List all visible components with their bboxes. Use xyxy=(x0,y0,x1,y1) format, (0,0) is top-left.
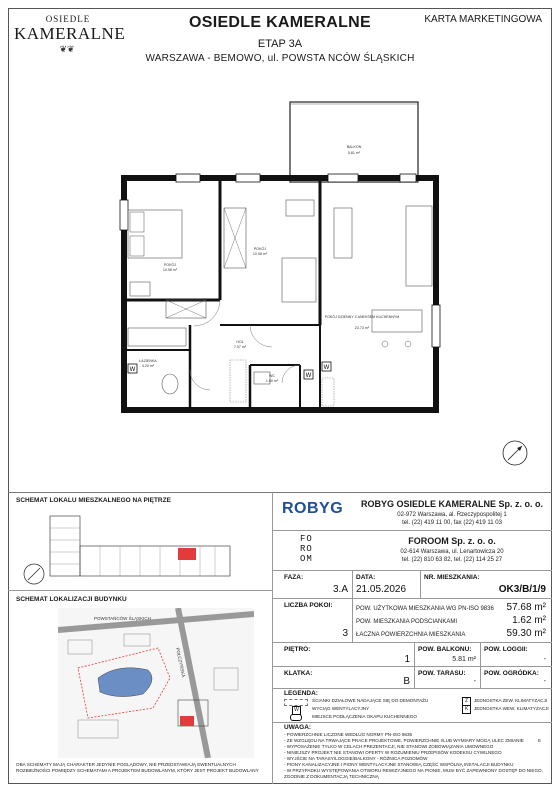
floor-scheme xyxy=(40,508,250,588)
legend-title: LEGENDA: xyxy=(284,690,318,697)
date-value: 21.05.2026 xyxy=(356,584,407,595)
kitchen-counter xyxy=(406,206,432,286)
balcony-area-value: 5.81 m² xyxy=(452,656,476,663)
staircase-value: B xyxy=(403,676,410,687)
page-title: OSIEDLE KAMERALNE xyxy=(189,14,371,31)
building-highlight xyxy=(180,716,194,726)
legend-item: JEDNOSTKA ZEW. KLIMATYZACJI xyxy=(474,698,548,703)
loggia-area-label: POW. LOGGII: xyxy=(484,646,528,653)
living-room-label: POKÓJ DZIENNY Z ANEKSEM KUCHENNYM xyxy=(324,315,400,319)
foroom-address: 02-614 Warszawa, ul. Lenartowicza 20 xyxy=(400,549,504,555)
card-type-label: KARTA MARKETINGOWA xyxy=(424,14,542,25)
location-scheme-title: SCHEMAT LOKALIZACJI BUDYNKU xyxy=(16,596,127,603)
divider xyxy=(272,530,552,531)
desk xyxy=(286,200,314,216)
wc-area: 1.60 m² xyxy=(265,379,279,383)
window xyxy=(400,174,416,182)
remarks-title: UWAGA: xyxy=(284,724,312,731)
foroom-company-name: FOROOM Sp. z. o. o. xyxy=(408,536,496,546)
hall-label: HOL xyxy=(236,340,244,344)
room-1-area: 10.98 m² xyxy=(162,268,178,272)
bathroom-label: ŁAZIENKA xyxy=(139,359,157,363)
staircase-label: KLATKA: xyxy=(284,670,313,677)
phase-value: 3.A xyxy=(332,584,348,595)
room-2-label: POKÓJ xyxy=(253,247,267,251)
logo-top-text: OSIEDLE xyxy=(45,14,91,24)
stage-label: ETAP 3A xyxy=(257,38,303,50)
compass-icon xyxy=(500,438,530,468)
desk xyxy=(130,282,150,296)
sofa xyxy=(334,208,352,258)
remark-line: - POWIERZCHNIE LICZONE WEDŁUG NORMY PN-ISO 9836 xyxy=(284,732,413,737)
foroom-logo: FO RO OM xyxy=(300,534,313,564)
ac-external-marker: Z xyxy=(462,697,471,706)
window xyxy=(176,174,200,182)
floor-label: PIĘTRO: xyxy=(284,646,311,653)
compass-icon xyxy=(22,562,46,586)
room-1-label: POKÓJ xyxy=(163,263,177,267)
window xyxy=(328,174,358,182)
remark-line: - PIONY KANALIZACYJNE I PIONY WENTYLACYJNE STANOWIĄ CZĘŚĆ WSPÓLNĄ INSTALACJI BUDYNKU xyxy=(284,762,514,767)
balcony-label: BALKON xyxy=(346,145,362,149)
removable-wall-swatch xyxy=(284,699,308,706)
bathtub xyxy=(128,328,186,346)
garden-area-value: - xyxy=(543,678,546,685)
logo-ornament-icon: ❦❦ xyxy=(59,44,75,54)
vent-marker: W xyxy=(323,365,330,371)
window xyxy=(120,200,128,230)
robyg-phone: tel. (22) 419 11 00, fax (22) 419 11 03 xyxy=(402,520,502,526)
bathroom-area: 4.20 m² xyxy=(141,364,155,368)
terrace-area-label: POW. TARASU: xyxy=(418,670,466,677)
bed xyxy=(128,210,182,258)
vent-marker: W xyxy=(292,706,301,715)
legend-item: WYCIĄG WENTYLACYJNY xyxy=(312,706,370,711)
remarks-aside: E xyxy=(538,738,542,743)
bed xyxy=(282,258,316,302)
divider xyxy=(272,492,273,784)
schemes-footnote: OBA SCHEMATY MAJĄ CHARAKTER JEDYNIE POGLĄDOWY, NIE PRZEDSTAWIAJĄ EWENTUALNYCH ROZBIEŻNOŚCI POMIĘDZY SCHEMATAMI A PROJEKTEM BUDOWLANYM, KTÓRY JEST PROJEKT BUDOWLANY xyxy=(16,762,259,773)
usable-area-value: 57.68 m² xyxy=(506,602,546,613)
hall-area: 7.07 m² xyxy=(233,345,247,349)
apartment-number-value: OK3/B/1/9 xyxy=(498,584,546,595)
washbasin xyxy=(162,374,178,394)
garden-area-label: POW. OGRÓDKA: xyxy=(484,670,539,677)
robyg-logo: ROBYG xyxy=(282,500,344,517)
window xyxy=(236,174,260,182)
date-label: DATA: xyxy=(356,574,376,581)
logo-main-text: KAMERALNE xyxy=(14,24,126,43)
ac-internal-marker: K xyxy=(462,705,471,714)
balcony-area-label: POW. BALKONU: xyxy=(418,646,472,653)
window xyxy=(432,305,440,347)
outer-walls xyxy=(124,178,436,410)
address-label: WARSZAWA - BEMOWO, ul. POWSTA NCÓW ŚLĄSKICH xyxy=(145,53,415,64)
floor-scheme-title: SCHEMAT LOKALU MIESZKALNEGO NA PIĘTRZE xyxy=(16,497,171,504)
total-area-label: ŁACZNA POWIERZCHNIA MIESZKANIA xyxy=(356,632,466,638)
living-room-area: 23.73 m² xyxy=(354,326,370,330)
loggia-area-value: - xyxy=(543,656,546,663)
apartment-number-label: NR. MIESZKANIA: xyxy=(424,574,480,581)
usable-area-label: POW. UŻYTKOWA MIESZKANIA WG PN-ISO 9836 xyxy=(356,606,494,612)
remark-line: - ZE WZGLĘDU NA TRWAJĄCE PRACE PROJEKTOWE, POWIERZCHNIE I/LUB WYMIARY MOGĄ ULEC ZMIANIE xyxy=(284,738,524,743)
vent-marker: W xyxy=(129,367,136,373)
remarks-list xyxy=(284,732,544,780)
room-2-area: 10.08 m² xyxy=(252,252,268,256)
wc-label: WC xyxy=(269,374,275,378)
vent-marker: W xyxy=(305,373,312,379)
apartment-highlight xyxy=(178,548,196,560)
remark-line: - WYPOSAŻENIE TYLKO W CELACH PREZENTACJI, NIE STANOWI ZOBOWIĄZANIA UMOWNEGO xyxy=(284,744,494,749)
rooms-label: LICZBA POKOI: xyxy=(284,602,333,609)
rooms-value: 3 xyxy=(342,628,348,639)
dining-table xyxy=(372,310,422,332)
floor-value: 1 xyxy=(404,654,410,665)
location-map xyxy=(58,608,254,758)
legend-item: MIEJSCE PODŁĄCZENIA OKAPU KUCHENNEGO xyxy=(312,714,417,719)
remark-line: - W PRZYPADKU WYSTĘPOWANIA OTWORU REWIZYJNEGO NA PIONIE, MUSI BYĆ ZAPEWNIONY DOSTĘP DO NIEGO, ZGODNIE Z DOKUMENTACJĄ TECHNICZNĄ xyxy=(284,768,543,779)
floor-plan xyxy=(110,100,450,430)
remark-line: - NINIEJSZY PROJEKT NIE STANOWI OFERTY W ROZUMIENIU PRZEPISÓW KODEKSU CYWILNEGO xyxy=(284,750,502,755)
stairs-area-label: POW. MIESZKANIA PODSCIANKAMI xyxy=(356,619,458,625)
total-area-value: 59.30 m² xyxy=(506,628,546,639)
robyg-address: 02-972 Warszawa, al. Rzeczypospolitej 1 xyxy=(397,512,507,518)
balcony-outline xyxy=(290,102,418,182)
terrace-area-value: - xyxy=(473,678,476,685)
legend-item: ŚCIANKI DZIAŁOWE NADAJĄCE SIĘ DO DEMONTAŻU xyxy=(312,698,429,703)
remark-line: - WYJŚCIE NA TARASY/LOGGIE/BALKONY - RÓŻNICA POZIOMÓW xyxy=(284,756,428,761)
hood-icon xyxy=(290,714,302,721)
balcony-area: 5.81 m² xyxy=(347,151,361,155)
robyg-company-name: ROBYG OSIEDLE KAMERALNE Sp. z. o. o. xyxy=(360,499,543,509)
phase-label: FAZA: xyxy=(284,574,304,581)
legend-item: JEDNOSTKA WEW. KLIMATYZACJI xyxy=(474,706,549,711)
foroom-phone: tel. (22) 810 63 82, tel. (22) 114 25 27 xyxy=(401,557,503,563)
divider xyxy=(8,492,552,493)
street-label: POŁCZYŃSKA xyxy=(175,647,187,678)
street-label: POWSTAŃCÓW ŚLĄSKICH xyxy=(94,616,151,621)
divider xyxy=(8,590,272,591)
divider xyxy=(272,570,552,571)
stairs-area-value: 1.62 m² xyxy=(512,615,546,626)
